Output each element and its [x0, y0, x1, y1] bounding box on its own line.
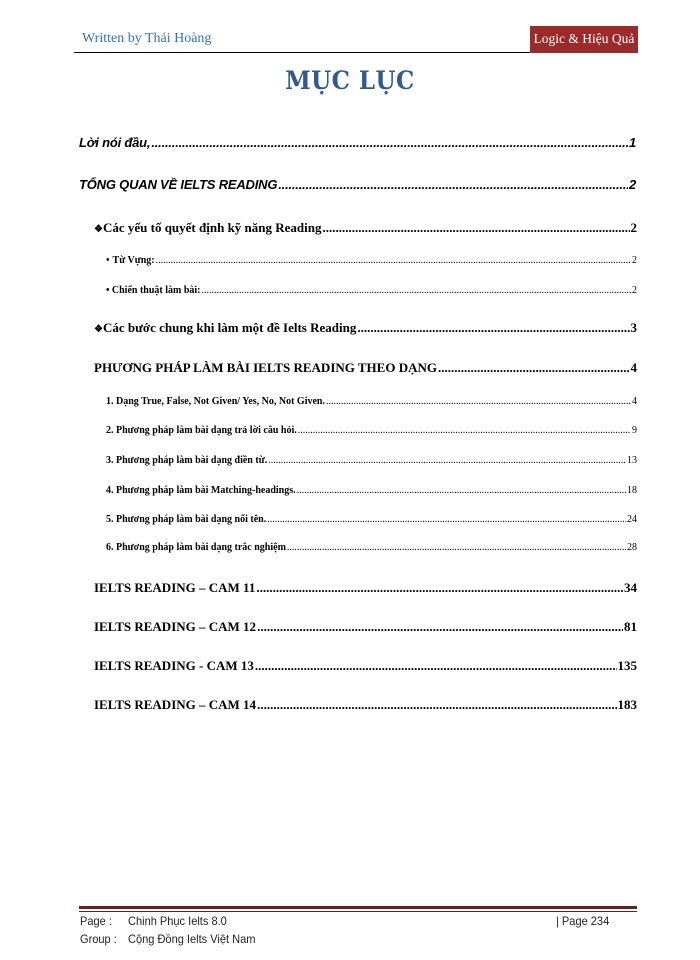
header-badge: Logic & Hiệu Quả	[530, 26, 638, 53]
toc-page-number: 28	[627, 542, 637, 553]
toc-label: IELTS READING - CAM 13	[94, 658, 254, 673]
toc-page-number: 2	[632, 255, 637, 266]
toc-leader-dots	[323, 220, 630, 236]
toc-leader-dots	[287, 542, 626, 553]
toc-label: Các bước chung khi làm một đề Ielts Reading	[102, 320, 357, 335]
toc-item-cam11[interactable]	[94, 580, 637, 596]
toc-page-number: 2	[632, 285, 637, 296]
footer-rule-thick	[79, 906, 637, 909]
toc-item-method-5[interactable]	[106, 514, 637, 525]
toc-page-number: 18	[627, 485, 637, 496]
toc-leader-dots	[257, 619, 623, 635]
toc-label: TỔNG QUAN VỀ IELTS READING	[79, 177, 278, 192]
toc-leader-dots	[438, 360, 630, 376]
header-author: Written by Thái Hoàng	[82, 31, 212, 46]
toc-leader-dots	[257, 697, 616, 713]
toc-label: 5. Phương pháp làm bài dạng nối tên.	[106, 514, 267, 525]
toc-leader-dots	[297, 485, 626, 496]
toc-label: IELTS READING – CAM 14	[94, 697, 257, 712]
toc-label: IELTS READING – CAM 11	[94, 580, 256, 595]
footer-page-value: Chinh Phục Ielts 8.0	[128, 914, 227, 928]
toc-page-number: 34	[624, 580, 637, 595]
toc-page-number: 4	[630, 360, 637, 375]
toc-label: PHƯƠNG PHÁP LÀM BÀI IELTS READING THEO DẠNG	[94, 360, 437, 375]
toc-leader-dots	[256, 580, 623, 596]
toc-page-number: 2	[630, 220, 637, 235]
footer-group-value: Cộng Đồng Ielts Việt Nam	[128, 932, 256, 946]
toc-label: Lời nói đầu,	[79, 135, 151, 150]
toc-item-method-4[interactable]	[106, 485, 637, 496]
toc-page-number: 2	[628, 177, 636, 192]
toc-item-preface[interactable]	[79, 135, 636, 150]
page-title: MỤC LỤC	[285, 66, 415, 95]
toc-leader-dots	[278, 177, 628, 192]
footer-rule-thin	[79, 911, 637, 912]
toc-item-method-6[interactable]	[106, 542, 637, 553]
page-header	[74, 24, 638, 52]
toc-item-general-steps[interactable]	[94, 320, 637, 336]
toc-label: 1. Dạng True, False, Not Given/ Yes, No, Not Given.	[106, 396, 325, 407]
toc-page-number: 81	[624, 619, 637, 634]
toc-item-cam12[interactable]	[94, 619, 637, 635]
toc-page-number: 135	[617, 658, 637, 673]
toc-item-method-1[interactable]	[106, 396, 637, 407]
toc-item-factors[interactable]	[94, 220, 637, 236]
toc-label: Các yếu tố quyết định kỹ năng Reading	[102, 220, 322, 235]
toc-page-number: 9	[632, 425, 637, 436]
toc-page-number: 13	[627, 455, 637, 466]
toc-leader-dots	[151, 135, 628, 150]
toc-item-vocabulary[interactable]	[106, 255, 637, 266]
toc-label: Chiến thuật làm bài:	[111, 285, 201, 296]
toc-item-methods[interactable]	[94, 360, 637, 376]
toc-leader-dots	[255, 658, 617, 674]
toc-label: 3. Phương pháp làm bài dạng điền từ.	[106, 455, 268, 466]
toc-label: Từ Vựng:	[112, 255, 155, 266]
bullet-icon: •	[106, 255, 110, 266]
toc-label: 4. Phương pháp làm bài Matching-headings.	[106, 485, 296, 496]
toc-label: IELTS READING – CAM 12	[94, 619, 257, 634]
diamond-bullet-icon: ❖	[94, 324, 103, 335]
footer-page-number: | Page 234	[556, 914, 610, 928]
toc-item-cam13[interactable]	[94, 658, 637, 674]
toc-item-strategy[interactable]	[106, 285, 637, 296]
header-rule	[74, 52, 557, 53]
toc-page-number: 3	[630, 320, 637, 335]
toc-page-number: 24	[627, 514, 637, 525]
toc-label: 2. Phương pháp làm bài dạng trả lời câu hỏi.	[106, 425, 297, 436]
toc-leader-dots	[267, 514, 626, 525]
diamond-bullet-icon: ❖	[94, 224, 103, 235]
toc-leader-dots	[326, 396, 631, 407]
toc-item-cam14[interactable]	[94, 697, 637, 713]
footer-group-label: Group :	[80, 932, 117, 946]
footer-page-label: Page :	[80, 914, 112, 928]
toc-leader-dots	[202, 285, 631, 296]
toc-item-method-3[interactable]	[106, 455, 637, 466]
toc-page-number: 4	[632, 396, 637, 407]
toc-leader-dots	[268, 455, 626, 466]
toc-leader-dots	[357, 320, 629, 336]
toc-label: 6. Phương pháp làm bài dạng trắc nghiệm	[106, 542, 286, 553]
bullet-icon: •	[106, 285, 110, 296]
toc-item-overview[interactable]	[79, 177, 636, 192]
toc-page-number: 183	[617, 697, 637, 712]
toc-item-method-2[interactable]	[106, 425, 637, 436]
toc-leader-dots	[298, 425, 631, 436]
toc-leader-dots	[156, 255, 631, 266]
toc-page-number: 1	[628, 135, 636, 150]
